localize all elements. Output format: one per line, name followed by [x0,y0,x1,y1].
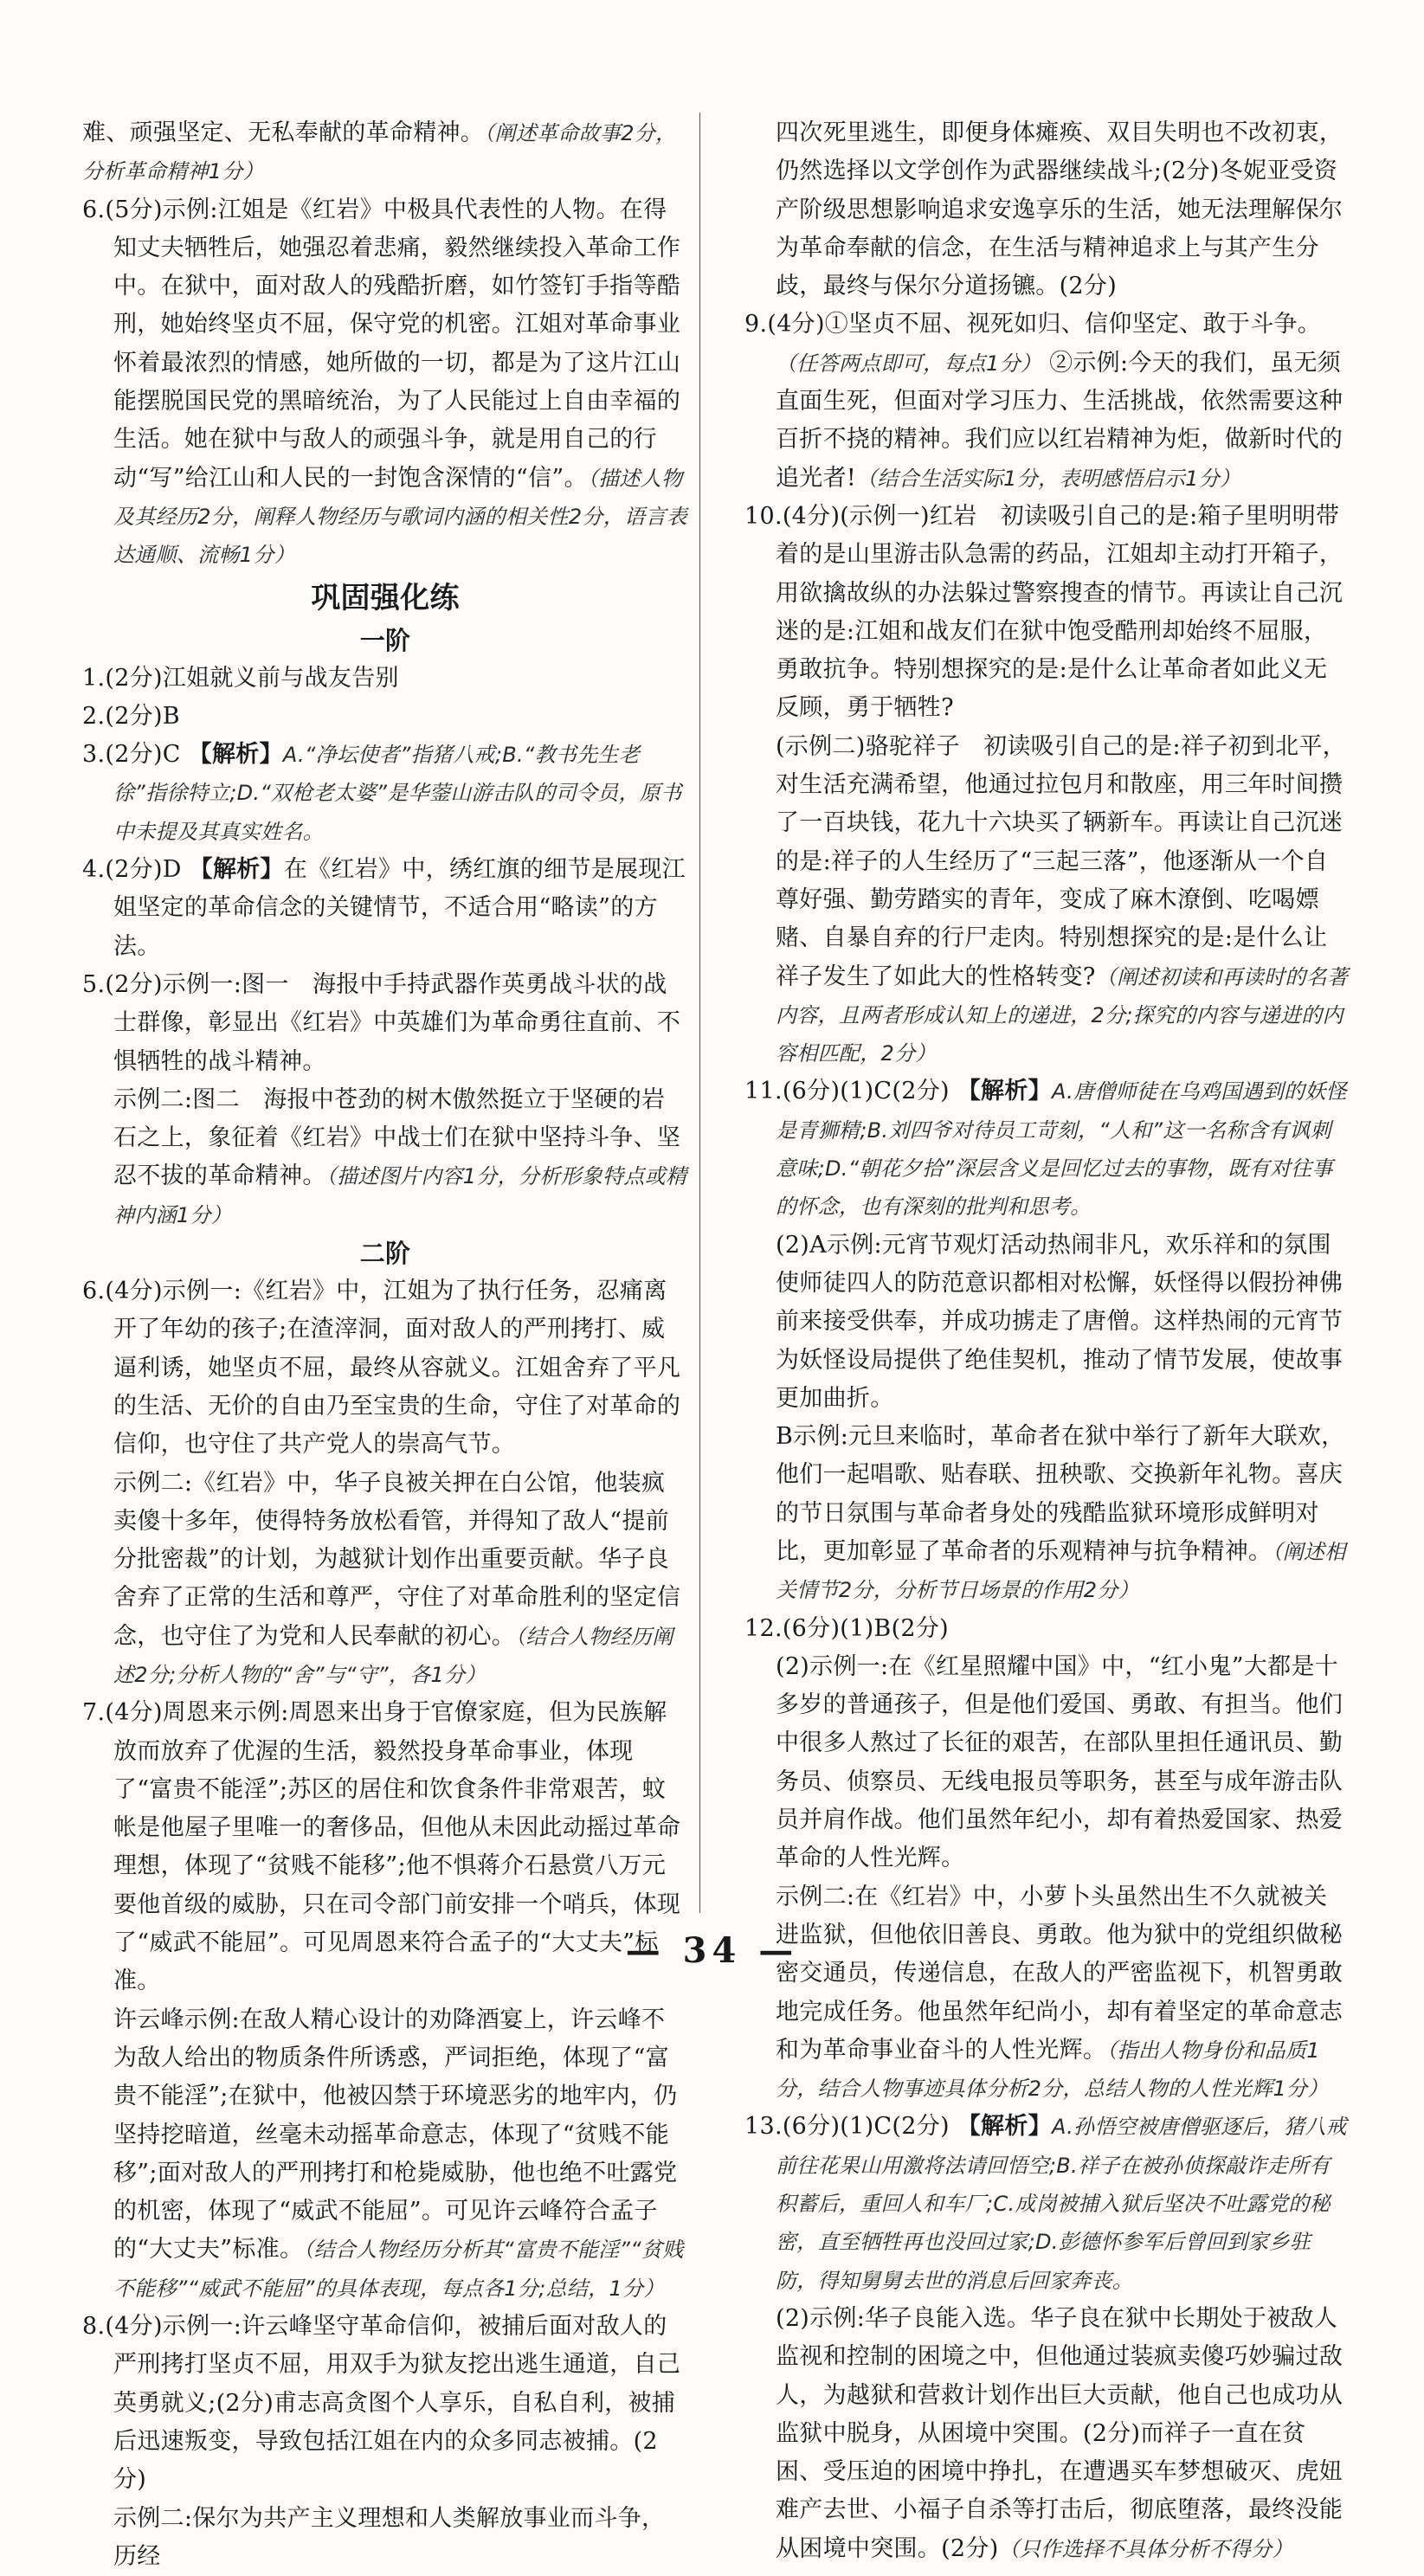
answer-example: (示例二)骆驼祥子 初读吸引自己的是:祥子初到北平，对生活充满希望，他通过拉包月和散座，用三年时间攒了一百块钱，花九十六块买了辆新车。再读让自己沉迷的是:祥子的人生经历了“三起三落”，他逐渐从一个自尊好强、勤劳踏实的青年，变成了麻木潦倒、吃喝嫖赌、自暴自弃的行尸走肉。特别想探究的是:是什么让祥子发生了如此大的性格转变?（阐述初读和再读时的名著内容，且两者形成认知上的递进，2分;探究的内容与递进的内容相匹配，2分） [776,732,1349,1066]
scoring-note: （结合人物经历分析其“富贵不能淫”“贫贱不能移”“威武不能屈”的具体表现，每点各1分;总结，1分） [113,2238,684,2301]
scoring-note: （结合人物经历阐述2分;分析人物的“舍”与“守”，各1分） [113,1624,673,1687]
answer-item-6: 6.(5分)示例:江姐是《红岩》中极具代表性的人物。在得知丈夫牺牲后，她强忍着悲痛，毅然继续投入革命工作中。在狱中，面对敌人的残酷折磨，如竹签钉手指等酷刑，她始终坚贞不屈，保守党的机密。江姐对革命事业怀着最浓烈的情感，她所做的一切，都是为了这片江山能摆脱国民党的黑暗统治，为了人民能过上自由幸福的生活。她在狱中与敌人的顽强斗争，就是用自己的行动“写”给江山和人民的一封饱含深情的“信”。（描述人物及其经历2分，阐释人物经历与歌词内涵的相关性2分，语言表达通顺、流畅1分） [82,196,687,568]
page-number: — 34 — [625,1930,799,1971]
answer-example: B示例:元旦来临时，革命者在狱中举行了新年大联欢，他们一起唱歌、贴春联、扭秧歌、交换新年礼物。喜庆的节日氛围与革命者身处的残酷监狱环境形成鲜明对比，更加彰显了革命者的乐观精神与抗争精神。（阐述相关情节2分，分析节日场景的作用2分） [776,1423,1346,1603]
answer-example: 示例二:保尔为共产主义理想和人类解放事业而斗争，历经 [113,2504,666,2570]
column-divider [699,113,700,1913]
scoring-note: （阐述相关情节2分，分析节日场景的作用2分） [776,1539,1346,1603]
answer-example: (2)示例:华子良能入选。华子良在狱中长期处于被敌人监视和控制的困境之中，但他通过装疯卖傻巧妙骗过敌人，为越狱和营救计划作出巨大贡献，他自己也成功从监狱中脱身，从困境中突围。(2分)而祥子一直在贫困、受压迫的困境中挣扎，在遭遇买车梦想破灭、虎妞难产去世、小福子自杀等打击后，彻底堕落，最终没能从困境中突围。(2分)（只作选择不具体分析不得分） [776,2304,1343,2562]
answer-item-12: 12.(6分)(1)B(2分) [744,1614,950,1642]
analysis-note: A.唐僧师徒在乌鸡国遇到的妖怪是青狮精;B.刘四爷对待员工苛刻，“人和”这一名称含有讽刺意味;D.“朝花夕拾”深层含义是回忆过去的事物，既有对往事的怀念，也有深刻的批判和思考。 [776,1079,1347,1220]
answer-example: 示例二:图二 海报中苍劲的树木傲然挺立于坚硬的岩石之上，象征着《红岩》中战士们在狱中坚持斗争、坚忍不拔的革命精神。（描述图片内容1分，分析形象特点或精神内涵1分） [113,1085,687,1227]
answer-continued: 四次死里逃生，即便身体瘫痪、双目失明也不改初衷，仍然选择以文学创作为武器继续战斗;(2分)冬妮亚受资产阶级思想影响追求安逸享乐的生活，她无法理解保尔为革命奉献的信念，在生活与精神追求上与其产生分歧，最终与保尔分道扬镳。(2分) [776,119,1343,300]
answer-example: 许云峰示例:在敌人精心设计的劝降酒宴上，许云峰不为敌人给出的物质条件所诱惑，严词拒绝，体现了“富贵不能淫”;在狱中，他被囚禁于环境恶劣的地牢内，仍坚持挖暗道，丝毫未动摇革命意志，体现了“贫贱不能移”;面对敌人的严刑拷打和枪毙威胁，他也绝不吐露党的机密，体现了“威武不能屈”。可见许云峰符合孟子的“大丈夫”标准。（结合人物经历分析其“富贵不能淫”“贫贱不能移”“威武不能屈”的具体表现，每点各1分;总结，1分） [113,2006,684,2301]
answer-item-2: 2.(2分)B [82,702,180,730]
answer-example: 示例二:《红岩》中，华子良被关押在白公馆，他装疯卖傻十多年，使得特务放松看管，并得知了敌人“提前分批密裁”的计划，为越狱计划作出重要贡献。华子良舍弃了正常的生活和尊严，守住了对革命胜利的坚定信念，也守住了为党和人民奉献的初心。（结合人物经历阐述2分;分析人物的“舍”与“守”，各1分） [113,1469,681,1687]
answer-item-13: 13.(6分)(1)C(2分) 【解析】A.孙悟空被唐僧驱逐后，猪八戒前往花果山用激将法请回悟空;B.祥子在被孙侦探敲诈走所有积蓄后，重回人和车厂;C.成岗被捕入狱后坚决不吐露党的秘密，直至牺牲再也没回过家;D.彭德怀参军后曾回到家乡驻防，得知舅舅去世的消息后回家奔丧。 [744,2113,1347,2293]
answer-item-9: 9.(4分)①坚贞不屈、视死如归、信仰坚定、敢于斗争。（任答两点即可，每点1分） ②示例:今天的我们，虽无须直面生死，但面对学习压力、生活挑战，依然需要这种百折不挠的精神。我们应以红岩精神为炬，做新时代的追光者!（结合生活实际1分，表明感悟启示1分） [744,311,1343,492]
analysis-tag: 【解析】 [189,856,284,884]
answer-item-5: 5.(2分)示例一:图一 海报中手持武器作英勇战斗状的战士群像，彰显出《红岩》中英雄们为革命勇往直前、不惧牺牲的战斗精神。 [82,970,681,1075]
scoring-note: （只作选择不具体分析不得分） [998,2536,1293,2561]
analysis-tag: 【解析】 [188,741,283,769]
analysis-note: A.孙悟空被唐僧驱逐后，猪八戒前往花果山用激将法请回悟空;B.祥子在被孙侦探敲诈走所有积蓄后，重回人和车厂;C.成岗被捕入狱后坚决不吐露党的秘密，直至牺牲再也没回过家;D.彭德怀参军后曾回到家乡驻防，得知舅舅去世的消息后回家奔丧。 [776,2115,1347,2293]
analysis-note: A.“净坛使者”指猪八戒;B.“教书先生老徐”指徐特立;D.“双枪老太婆”是华蓥山游击队的司令员，原书中未提及其真实姓名。 [113,743,682,844]
answer-item-8: 8.(4分)示例一:许云峰坚守革命信仰，被捕后面对敌人的严刑拷打坚贞不屈，用双手为狱友挖出逃生通道，自己英勇就义;(2分)甫志高贪图个人享乐，自私自利，被捕后迅速叛变，导致包括江姐在内的众多同志被捕。(2分) [82,2313,681,2494]
subsection-title-1: 一阶 [359,625,411,655]
left-column [82,114,688,2576]
analysis-tag: 【解析】 [957,1078,1052,1105]
answer-item-11: 11.(6分)(1)C(2分) 【解析】A.唐僧师徒在乌鸡国遇到的妖怪是青狮精;B.刘四爷对待员工苛刻，“人和”这一名称含有讽刺意味;D.“朝花夕拾”深层含义是回忆过去的事物，既有对往事的怀念，也有深刻的批判和思考。 [744,1078,1347,1220]
scoring-note: （描述人物及其经历2分，阐释人物经历与歌词内涵的相关性2分，语言表达通顺、流畅1分） [113,466,687,568]
scoring-note: （阐述革命故事2分，分析革命精神1分） [82,121,677,184]
section-title: 巩固强化练 [311,580,460,615]
subsection-title-2: 二阶 [359,1239,411,1269]
scoring-note: （结合生活实际1分，表明感悟启示1分） [856,466,1241,491]
answer-continued: 难、顽强坚定、无私奉献的革命精神。（阐述革命故事2分，分析革命精神1分） [82,119,677,184]
answer-item-1: 1.(2分)江姐就义前与战友告别 [82,664,399,692]
answer-item-6b: 6.(4分)示例一:《红岩》中，江姐为了执行任务，忍痛离开了年幼的孩子;在渣滓洞，面对敌人的严刑拷打、威逼利诱，她坚贞不屈，最终从容就义。江姐舍弃了平凡的生活、无价的自由乃至宝贵的生命，守住了对革命的信仰，也守住了共产党人的崇高气节。 [82,1278,681,1459]
answer-example: (2)示例一:在《红星照耀中国》中，“红小鬼”大都是十多岁的普通孩子，但是他们爱国、勇敢、有担当。他们中很多人熬过了长征的艰苦，在部队里担任通讯员、勤务员、侦察员、无线电报员等职务，甚至与成年游击队员并肩作战。他们虽然年纪小，却有着热爱国家、热爱革命的人性光辉。 [776,1652,1343,1872]
answer-example: 示例二:在《红岩》中，小萝卜头虽然出生不久就被关进监狱，但他依旧善良、勇敢。他为狱中的党组织做秘密交通员，传递信息，在敌人的严密监视下，机智勇敢地完成任务。他虽然年纪尚小，却有着坚定的革命意志和为革命事业奋斗的人性光辉。（指出人物身份和品质1分，结合人物事迹具体分析2分，总结人物的人性光辉1分） [776,1883,1343,2102]
answer-item-3: 3.(2分)C 【解析】A.“净坛使者”指猪八戒;B.“教书先生老徐”指徐特立;D.“双枪老太婆”是华蓥山游击队的司令员，原书中未提及其真实姓名。 [82,741,682,844]
scoring-note: （描述图片内容1分，分析形象特点或精神内涵1分） [113,1164,687,1227]
scoring-note: （指出人物身份和品质1分，结合人物事迹具体分析2分，总结人物的人性光辉1分） [776,2038,1329,2102]
analysis-tag: 【解析】 [957,2113,1052,2141]
scoring-note: （任答两点即可，每点1分） [776,351,1042,376]
scoring-note: （阐述初读和再读时的名著内容，且两者形成认知上的递进，2分;探究的内容与递进的内容相匹配，2分） [776,964,1349,1066]
right-column [744,114,1350,2568]
answer-item-4: 4.(2分)D 【解析】在《红岩》中，绣红旗的细节是展现江姐坚定的革命信念的关键情节，不适合用“略读”的方法。 [82,856,686,960]
answer-item-10: 10.(4分)(示例一)红岩 初读吸引自己的是:箱子里明明带着的是山里游击队急需的药品，江姐却主动打开箱子，用欲擒故纵的办法躲过警察搜查的情节。再读让自己沉迷的是:江姐和战友们在狱中饱受酷刑却始终不屈服，勇敢抗争。特别想探究的是:是什么让革命者如此义无反顾，勇于牺牲? [744,502,1343,722]
answer-example: (2)A示例:元宵节观灯活动热闹非凡，欢乐祥和的氛围使师徒四人的防范意识都相对松懈，妖怪得以假扮神佛前来接受供奉，并成功掳走了唐僧。这样热闹的元宵节为妖怪设局提供了绝佳契机，推动了情节发展，使故事更加曲折。 [776,1231,1343,1412]
answer-item-7: 7.(4分)周恩来示例:周恩来出身于官僚家庭，但为民族解放而放弃了优渥的生活，毅然投身革命事业，体现了“富贵不能淫”;苏区的居住和饮食条件非常艰苦，蚊帐是他屋子里唯一的奢侈品，但他从未因此动摇过革命理想，体现了“贫贱不能移”;他不惧蒋介石悬赏八万元要他首级的威胁，只在司令部门前安排一个哨兵，体现了“威武不能屈”。可见周恩来符合孟子的“大丈夫”标准。 [82,1699,681,1995]
